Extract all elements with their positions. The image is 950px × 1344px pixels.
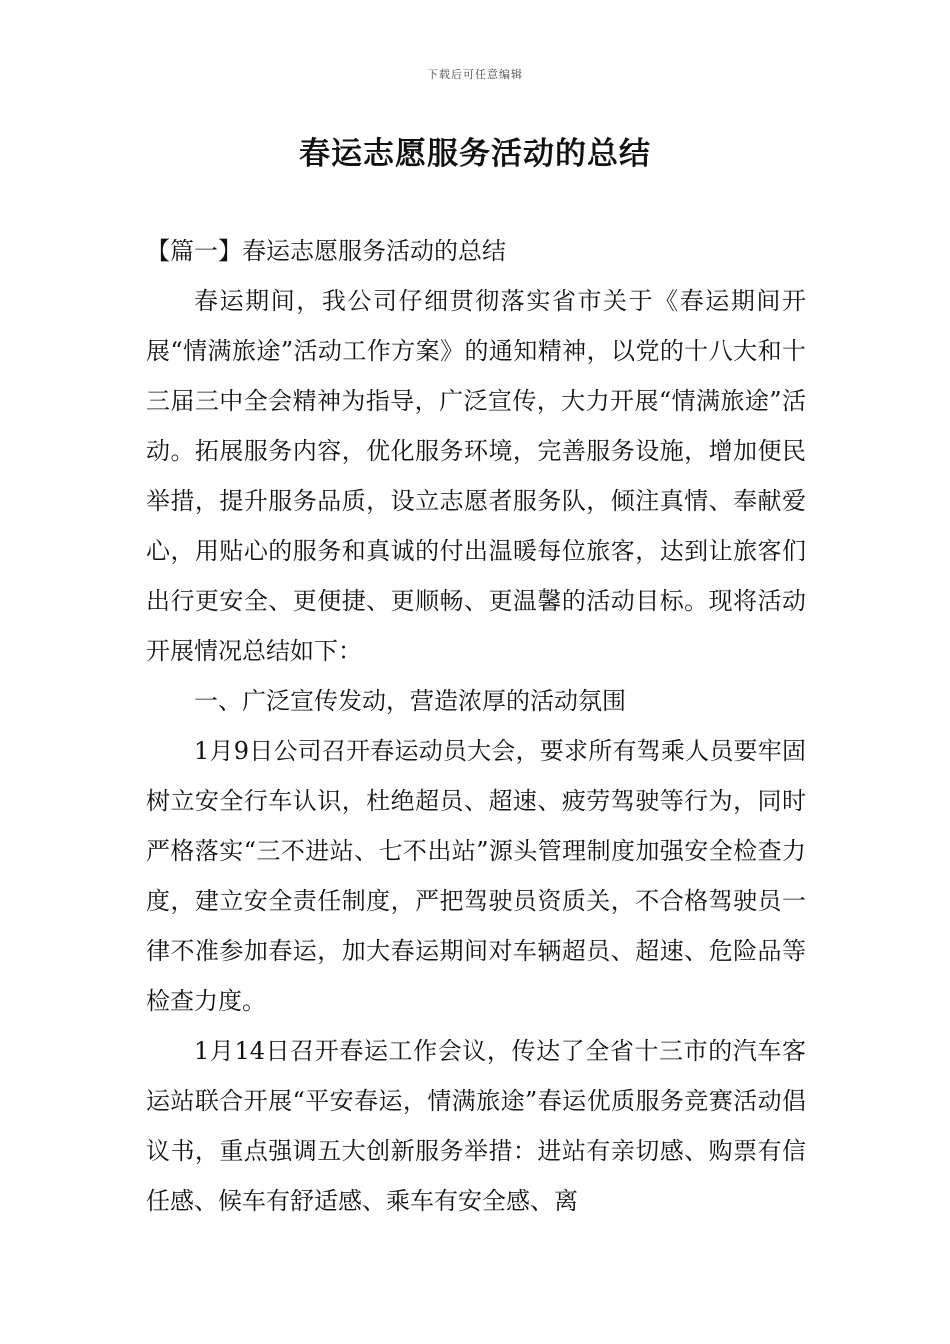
- paragraph: 春运期间，我公司仔细贯彻落实省市关于《春运期间开展“情满旅途”活动工作方案》的通知精神，以党的十八大和十三届三中全会精神为指导，广泛宣传，大力开展“情满旅途”活动。拓展服务内容，优化服务环境，完善服务设施，增加便民举措，提升服务品质，设立志愿者服务队，倾注真情、奉献爱心，用贴心的服务和真诚的付出温暖每位旅客，达到让旅客们出行更安全、更便捷、更顺畅、更温馨的活动目标。现将活动开展情况总结如下：: [146, 287, 806, 665]
- document-body: [146, 226, 806, 1226]
- header-note: 下载后可任意编辑: [427, 68, 523, 81]
- section-heading: 【篇一】春运志愿服务活动的总结: [146, 237, 506, 265]
- document-title: 春运志愿服务活动的总结: [299, 136, 651, 172]
- subsection-heading: 一、广泛宣传发动，营造浓厚的活动氛围: [194, 687, 626, 715]
- paragraph: 1月9日公司召开春运动员大会，要求所有驾乘人员要牢固树立安全行车认识，杜绝超员、超速、疲劳驾驶等行为，同时严格落实“三不进站、七不出站”源头管理制度加强安全检查力度，建立安全责任制度，严把驾驶员资质关，不合格驾驶员一律不准参加春运，加大春运期间对车辆超员、超速、危险品等检查力度。: [146, 737, 806, 1015]
- paragraph: 1月14日召开春运工作会议，传达了全省十三市的汽车客运站联合开展“平安春运，情满旅途”春运优质服务竞赛活动倡议书，重点强调五大创新服务举措：进站有亲切感、购票有信任感、候车有舒适感、乘车有安全感、离: [146, 1037, 806, 1215]
